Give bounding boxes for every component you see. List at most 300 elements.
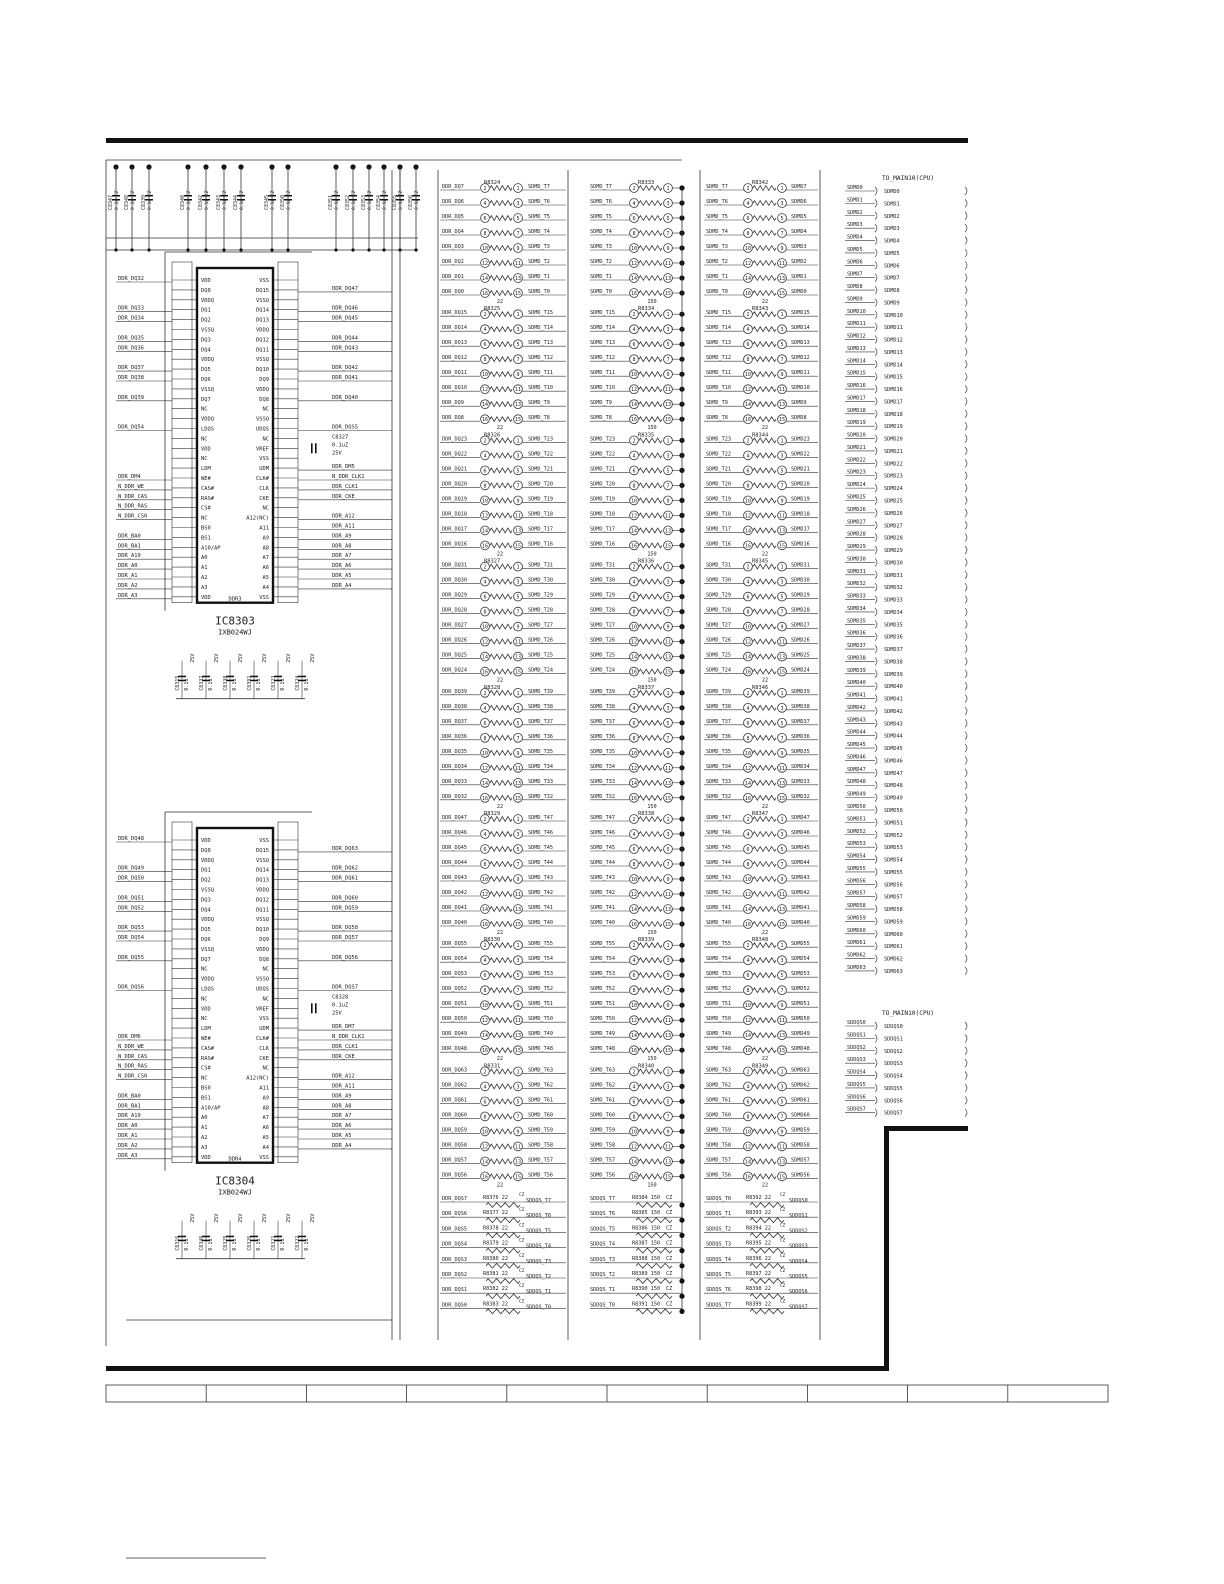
net-label: SDMD_T6 [528,199,550,205]
ic-pin-name: DQ1 [201,308,211,314]
resistor-symbol [639,847,662,852]
pin-number: 8 [632,988,635,994]
pin-number: 2 [632,565,635,571]
connector-pin [965,818,967,826]
net-label: SDMD14 [847,358,866,364]
capacitor-value: 0.1u [184,679,190,691]
net-label: SDMD47 [791,815,810,821]
net-label: SDMD_T18 [590,511,615,517]
resistor-symbol [490,216,512,221]
resistor-symbol [753,579,776,584]
pin-number: 15 [515,796,521,802]
resistor-unit: CZ [519,1207,525,1213]
net-label: SDMD57 [847,891,866,897]
resistor-symbol [639,1174,662,1179]
resistor-unit: CZ [666,1271,672,1277]
connector-pin [875,620,877,628]
net-label: SDMD_T12 [528,355,553,361]
ic-pin-name: A5 [263,575,270,581]
ic-pin-name: A7 [263,1115,270,1121]
net-label: SDMD_T4 [590,229,612,235]
ic-pin-name: NC [201,407,208,413]
capacitor-plate [311,1003,313,1013]
resistor-unit: CZ [666,1256,672,1262]
connector-pin [875,905,877,913]
net-label: SDMD_T25 [706,653,731,659]
pin-number: 7 [516,610,519,616]
connector-pin-label: SDMD8 [884,288,900,294]
resistor-symbol [490,231,512,236]
resistor-symbol [490,907,512,912]
pin-number: 1 [666,691,669,697]
net-label: SDMD19 [791,496,810,502]
net-label: DDR_DQ20 [442,481,467,487]
net-label: SDDQS2 [847,1045,866,1051]
ic-pin-name: VDD [201,446,211,452]
pin-number: 15 [665,291,671,297]
resistor-symbol [753,276,776,281]
pin-number: 10 [631,751,637,757]
net-label: SDDQS_T6 [526,1213,551,1219]
net-label: SDMD43 [791,875,810,881]
connector-pin [875,237,877,245]
resistor-symbol [486,1263,520,1268]
pin-number: 8 [483,736,486,742]
connector-pin-label: SDMD25 [884,499,903,505]
resistor-symbol [753,357,776,362]
connector-pin [965,905,967,913]
net-label: SDMD46 [847,754,866,760]
connector-pin [875,397,877,405]
connector-pin [875,311,877,319]
ic-pin-name: WE# [201,1036,211,1042]
connector-pin [965,274,967,282]
net-label: DDR_DQ14 [442,325,467,331]
pin-number: 6 [746,1099,749,1105]
net-label: SDDQS_T0 [706,1196,731,1202]
net-label: SDMD39 [847,668,866,674]
connector-pin [965,608,967,616]
connector-title: TO_MAIN10(CPU) [882,1010,934,1017]
connector-pin [965,942,967,950]
connector-pin-label: SDMD51 [884,820,903,826]
net-label: DDR_A6 [332,563,351,569]
pin-number: 14 [745,1159,751,1165]
pin-number: 15 [515,417,521,423]
connector-pin [875,930,877,938]
pin-number: 8 [746,357,749,363]
ic-pin-name: VDDQ [201,417,214,423]
capacitor-voltage: 25V [332,450,342,456]
net-label: SDMD_T41 [590,905,615,911]
resistor-symbol [490,832,512,837]
net-label: SDMD_T43 [528,875,553,881]
border-bottom-bar [106,1366,888,1371]
connector-pin [875,323,877,331]
net-label: DDR_DQ16 [442,541,467,547]
net-label: SDMD_T47 [590,815,615,821]
resistor-ref: R8381 22 [483,1271,508,1277]
net-label: SDMD_T0 [528,289,550,295]
net-label: SDMD_T42 [590,890,615,896]
net-label: SDMD_T62 [706,1082,731,1088]
pin-number: 3 [666,958,669,964]
resistor-symbol [490,594,512,599]
pin-number: 9 [666,625,669,631]
ic-pin-name: VDDQ [256,328,269,334]
pin-number: 7 [666,610,669,616]
pin-number: 2 [746,565,749,571]
ic-pin-name: DQ3 [201,897,211,903]
ic-reference: IC8303 [215,615,255,628]
net-label: SDMD_T17 [706,526,731,532]
resistor-symbol [753,453,776,458]
net-label: SDMD_T25 [528,653,553,659]
resistor-symbol [753,312,776,317]
connector-pin [875,1109,877,1117]
net-label: SDMD_T27 [528,623,553,629]
net-label: SDMD10 [791,385,810,391]
resistor-symbol [639,231,662,236]
ic-pin-name: A1 [201,565,208,571]
net-label: SDMD_T49 [590,1031,615,1037]
pin-number: 9 [780,372,783,378]
net-label: DDR_DQ50 [118,876,144,882]
net-label: SDMD15 [847,371,866,377]
connector-pin-label: SDDQS7 [884,1111,903,1117]
net-label: DDR_DQ49 [442,1031,467,1037]
net-label: SDMD11 [847,321,866,327]
connector-pin [875,596,877,604]
connector-pin [965,880,967,888]
net-label: SDMD_T58 [528,1142,553,1148]
connector-pin [965,373,967,381]
net-label: DDR_DQS7 [442,1196,467,1202]
resistor-symbol [639,720,662,725]
connector-pin [875,843,877,851]
connector-pin [965,657,967,665]
ic-pin-name: DQ3 [201,337,211,343]
connector-pin [875,286,877,294]
resistor-value: 22 [762,1056,768,1062]
capacitor-value: 0.1u CZ [114,190,120,210]
net-label: SDDQS_T0 [526,1304,551,1310]
net-label: SDMD_T42 [528,890,553,896]
connector-pin [875,917,877,925]
resistor-ref: R8395 22 [746,1241,771,1247]
ic-pin-name: CS# [201,506,211,512]
resistor-value: 22 [497,678,503,684]
capacitor-ref: C8339 [141,195,147,210]
resistor-symbol [639,862,662,867]
ic-pin-name: A1 [201,1125,208,1131]
pin-number: 5 [666,973,669,979]
net-label: SDMD17 [791,526,810,532]
net-label: DDR_A2 [118,1143,137,1149]
net-label: SDMD_T17 [528,526,553,532]
resistor-value: 150 [647,678,656,684]
pin-number: 11 [665,261,671,267]
ic-pin-name: VSS [259,278,269,284]
resistor-symbol [639,922,662,927]
pin-number: 1 [666,186,669,192]
ic-pin-name: VDDQ [201,357,214,363]
net-label: N_DDR_CS0 [118,1074,147,1080]
pin-number: 9 [516,372,519,378]
net-label: SDMD_T2 [706,259,728,265]
resistor-symbol [490,862,512,867]
pin-number: 12 [482,261,488,267]
connector-pin-label: SDMD42 [884,709,903,715]
net-label: SDMD_T41 [528,905,553,911]
ic-right-pin-block [278,822,298,1163]
connector-pin [875,348,877,356]
net-label: SDMD9 [791,400,807,406]
net-label: DDR_A4 [332,583,351,589]
resistor-symbol [490,513,512,518]
pin-number: 14 [482,276,488,282]
pin-number: 11 [665,513,671,519]
capacitor-ref: C8337 [199,676,205,691]
pin-number: 16 [631,796,637,802]
resistor-symbol [490,892,512,897]
net-label: SDMD_T4 [528,229,550,235]
connector-pin [875,732,877,740]
connector-pin [875,472,877,480]
ic-pin-name: VDD [201,1006,211,1012]
net-label: DDR_DQ26 [442,638,467,644]
capacitor-voltage: 25V [262,1214,268,1223]
net-label: SDMD_T60 [706,1112,731,1118]
connector-pin [875,336,877,344]
net-label: DDR_DQ11 [442,370,467,376]
net-label: SDMD_T56 [528,1172,553,1178]
connector-pin [875,199,877,207]
net-label: SDMD0 [791,289,807,295]
resistor-symbol [636,1218,672,1223]
pin-number: 4 [483,706,486,712]
connector-pin [965,719,967,727]
net-label: SDMD29 [791,593,810,599]
pin-number: 3 [516,958,519,964]
junction-dot [351,248,354,251]
pin-number: 2 [746,1069,749,1075]
pin-number: 4 [632,453,635,459]
pin-number: 6 [746,216,749,222]
net-label: SDMD35 [847,618,866,624]
net-label: SDMD40 [847,680,866,686]
capacitor-voltage: 25V [238,654,244,663]
net-label: SDMD51 [847,816,866,822]
pin-number: 9 [666,751,669,757]
resistor-unit: CZ [519,1238,525,1244]
pin-number: 16 [745,291,751,297]
connector-pin-label: SDDQS3 [884,1061,903,1067]
ic-pin-name: NC [263,407,270,413]
pin-number: 10 [631,1003,637,1009]
ic-pin-name: DQ10 [256,367,269,373]
net-label: SDMD0 [847,185,863,191]
connector-pin-label: SDMD22 [884,461,903,467]
net-label: SDDQS0 [847,1020,866,1026]
net-label: SDMD_T63 [528,1067,553,1073]
pin-number: 7 [516,862,519,868]
net-label: DDR_DQ41 [442,905,467,911]
net-label: SDMD28 [791,608,810,614]
pin-number: 11 [779,513,785,519]
pin-number: 11 [515,1144,521,1150]
net-label: SDMD_T51 [590,1001,615,1007]
pin-number: 5 [780,721,783,727]
pin-number: 13 [779,907,785,913]
pin-number: 11 [665,640,671,646]
pin-number: 4 [632,327,635,333]
net-label: SDMD45 [791,845,810,851]
net-label: N_DDR_CLK1 [332,1034,364,1040]
net-label: SDMD15 [791,310,810,316]
net-label: DDR_DQ39 [442,689,467,695]
resistor-ref: R8379 22 [483,1241,508,1247]
net-label: SDMD_T26 [590,638,615,644]
pin-number: 9 [666,1003,669,1009]
ic-pin-name: A6 [263,1125,270,1131]
resistor-array-ref: R8346 [752,685,768,691]
resistor-symbol [753,246,776,251]
net-label: DDR_DQ42 [442,890,467,896]
net-label: SDMD52 [791,986,810,992]
pin-number: 14 [745,276,751,282]
resistor-symbol [490,847,512,852]
pin-number: 9 [780,246,783,252]
ic-pin-name: DQ6 [201,937,211,943]
net-label: DDR_BA0 [118,1093,141,1099]
ic-pin-name: DQ14 [256,308,269,314]
ic-pin-name: DQ2 [201,318,211,324]
resistor-symbol [639,907,662,912]
resistor-ref: R8393 22 [746,1210,771,1216]
pin-number: 13 [779,781,785,787]
pin-number: 5 [516,721,519,727]
pin-number: 11 [779,1018,785,1024]
net-label: DDR_A10 [118,1113,141,1119]
connector-pin-label: SDMD43 [884,721,903,727]
resistor-ref: R8385 150 [632,1210,660,1216]
net-label: SDMD_T57 [706,1157,731,1163]
resistor-symbol [639,832,662,837]
pin-number: 15 [515,543,521,549]
pin-number: 6 [632,721,635,727]
resistor-ref: R8382 22 [483,1286,508,1292]
connector-pin [965,484,967,492]
net-label: SDDQS_T6 [590,1211,615,1217]
net-label: SDMD_T38 [590,704,615,710]
net-label: SDMD_T3 [590,244,612,250]
resistor-unit: CZ [666,1241,672,1247]
resistor-symbol [636,1309,672,1314]
resistor-value: 22 [497,1056,503,1062]
pin-number: 7 [516,483,519,489]
net-label: SDMD54 [791,956,810,962]
ic-pin-name: NC [263,1066,270,1072]
net-label: SDDQS_T3 [706,1242,731,1248]
ic-pin-name: DQ4 [201,347,211,353]
net-label: DDR_DQ31 [442,563,467,569]
net-label: SDMD61 [791,1097,810,1103]
net-label: SDMD_T39 [528,689,553,695]
connector-pin-label: SDDQS2 [884,1049,903,1055]
pin-number: 10 [631,246,637,252]
net-label: SDMD2 [791,259,807,265]
pin-number: 8 [632,736,635,742]
ic-pin-name: A3 [201,585,208,591]
net-label: SDMD49 [847,792,866,798]
capacitor-ref: C8324 [295,676,301,691]
capacitor-ref: C8353 [361,195,367,210]
connector-pin [875,633,877,641]
resistor-value: 22 [762,930,768,936]
resistor-symbol [639,201,662,206]
connector-pin [875,856,877,864]
resistor-symbol [490,498,512,503]
net-label: SDMD25 [791,653,810,659]
net-label: SDMD37 [847,643,866,649]
connector-pin-label: SDMD54 [884,858,903,864]
resistor-symbol [636,1233,672,1238]
ic-pin-name: UDQS [256,987,269,993]
pin-number: 9 [516,751,519,757]
resistor-symbol [639,1099,662,1104]
net-label: DDR_DQS3 [442,1257,467,1263]
net-label: SDMD7 [791,184,807,190]
pin-number: 16 [745,670,751,676]
connector-pin [875,410,877,418]
pin-number: 6 [632,216,635,222]
net-label: SDMD47 [847,767,866,773]
net-label: SDMD20 [847,433,866,439]
resistor-symbol [636,1203,672,1208]
resistor-value: 150 [647,425,656,431]
junction-dot [414,248,417,251]
pin-number: 4 [746,201,749,207]
pin-number: 10 [482,877,488,883]
pin-number: 4 [632,201,635,207]
ic-pin-name: VSSQ [201,328,214,334]
ic-pin-name: VSSQ [256,357,269,363]
ic-pin-name: DQ12 [256,337,269,343]
net-label: SDMD_T2 [528,259,550,265]
net-label: DDR_DQ55 [118,955,144,961]
pin-number: 1 [666,565,669,571]
capacitor-ref: C8342 [198,195,204,210]
net-label: DDR_DQ36 [442,734,467,740]
connector-pin-label: SDMD19 [884,424,903,430]
resistor-value: 150 [647,299,656,305]
net-label: SDMD16 [847,383,866,389]
pin-number: 3 [516,327,519,333]
resistor-symbol [639,780,662,785]
net-label: SDMD_T35 [590,749,615,755]
resistor-symbol [753,892,776,897]
connector-pin [875,1072,877,1080]
net-label: SDMD_T18 [528,511,553,517]
net-label: DDR_A8 [332,1103,351,1109]
pin-number: 5 [780,216,783,222]
pin-number: 9 [516,246,519,252]
border-step-vertical [884,1126,889,1371]
connector-pin [965,571,967,579]
net-label: SDMD_T9 [590,400,612,406]
net-label: SDMD_T11 [590,370,615,376]
